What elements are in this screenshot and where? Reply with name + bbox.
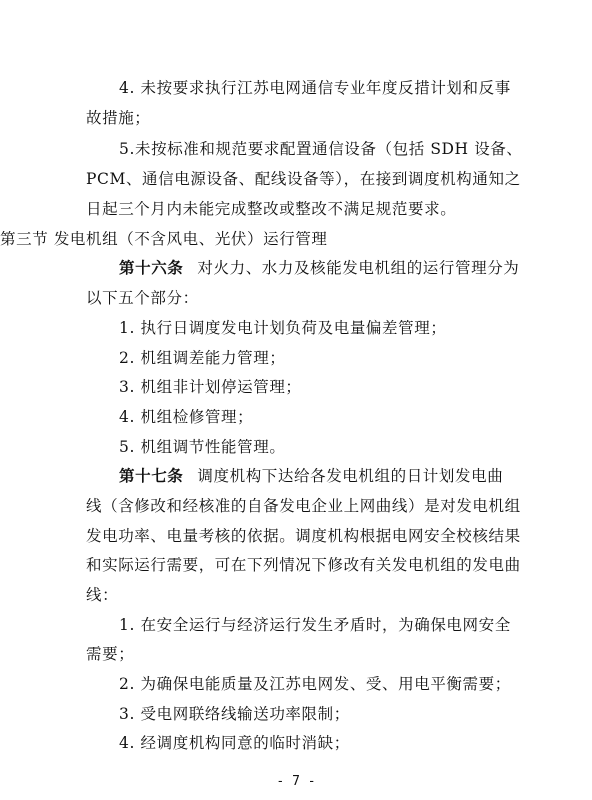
list-item: 1. 在安全运行与经济运行发生矛盾时，为确保电网安全 [119,616,511,634]
section-heading: 第三节 发电机组（不含风电、光伏）运行管理 [0,230,328,248]
list-item: 3. 受电网联络线输送功率限制； [119,705,350,723]
list-item: 2. 机组调差能力管理； [119,349,286,367]
page-number: - 7 - [276,774,316,789]
article-17-text: 调度机构下达给各发电机组的日计划发电曲 [197,467,504,485]
article-16-label: 第十六条 [119,258,184,277]
article-17-label: 第十七条 [119,466,184,485]
list-item: 2. 为确保电能质量及江苏电网发、受、用电平衡需要； [119,675,511,693]
paragraph-line: 日起三个月内未能完成整改或整改不满足规范要求。 [86,200,457,218]
list-item: 4. 经调度机构同意的临时消缺； [119,734,350,752]
list-item: 1. 执行日调度发电计划负荷及电量偏差管理； [119,319,447,337]
article-17-line [119,466,503,486]
paragraph-line: 线（含修改和经核准的自备发电企业上网曲线）是对发电机组 [86,497,521,515]
paragraph-line: 故措施； [86,109,151,127]
paragraph-line: 线： [86,586,119,604]
paragraph-line: 和实际运行需要，可在下列情况下修改有关发电机组的发电曲 [86,556,521,574]
list-item: 3. 机组非计划停运管理； [119,378,302,396]
paragraph-line: 4. 未按要求执行江苏电网通信专业年度反措计划和反事 [119,79,511,97]
paragraph-line: 以下五个部分： [86,289,199,307]
paragraph-line: 5.未按标准和规范要求配置通信设备（包括 SDH 设备、 [119,140,523,158]
list-item: 5. 机组调节性能管理。 [119,438,286,456]
paragraph-line: 发电功率、电量考核的依据。调度机构根据电网安全校核结果 [86,527,521,545]
list-item: 4. 机组检修管理； [119,408,254,426]
article-16-line [119,258,519,278]
article-16-text: 对火力、水力及核能发电机组的运行管理分为 [197,259,520,277]
paragraph-line: PCM、通信电源设备、配线设备等），在接到调度机构通知之 [86,170,521,188]
paragraph-line: 需要； [86,645,135,663]
